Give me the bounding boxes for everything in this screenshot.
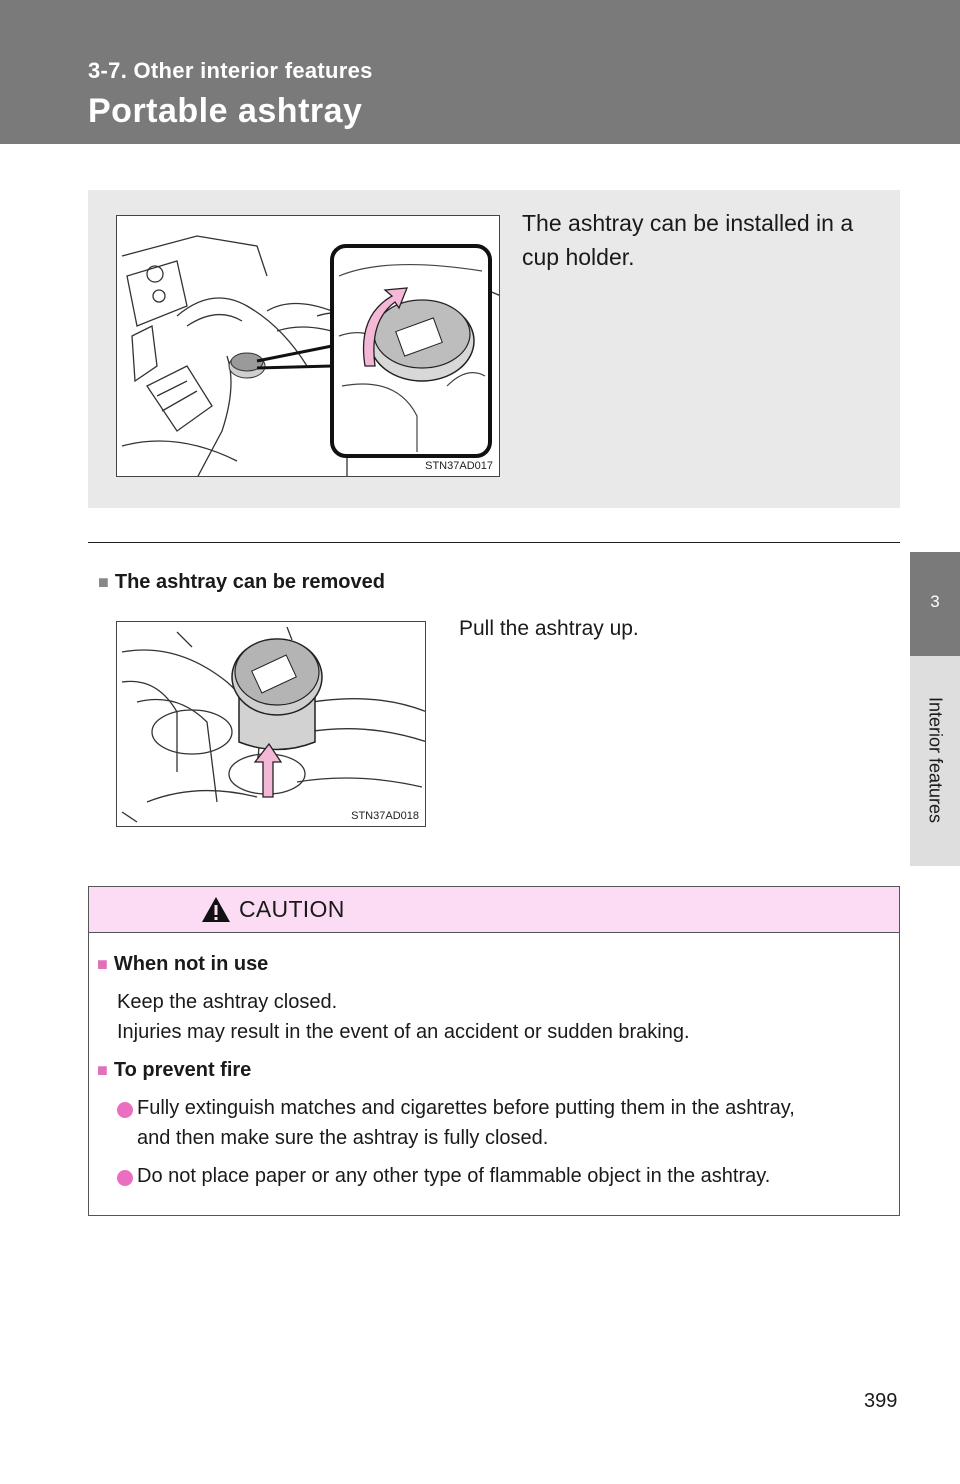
- divider: [88, 542, 900, 543]
- page-title: Portable ashtray: [88, 92, 363, 130]
- removal-instruction: Pull the ashtray up.: [459, 617, 639, 640]
- caution-bullet-line: Do not place paper or any other type of flammable object in the ashtray.: [137, 1165, 771, 1187]
- caution-header: [89, 887, 899, 933]
- figure-code: STN37AD017: [425, 460, 493, 472]
- square-bullet-icon: ■: [98, 572, 109, 592]
- chapter-number: 3: [930, 592, 940, 611]
- square-bullet-icon: ■: [97, 954, 108, 974]
- chapter-tab[interactable]: [910, 552, 960, 656]
- bullet-dot-icon: [117, 1102, 133, 1118]
- page-number: 399: [864, 1390, 898, 1412]
- page-header: [0, 0, 960, 144]
- caution-bullet-line: and then make sure the ashtray is fully closed.: [137, 1127, 549, 1149]
- caution-item-heading: [97, 1055, 251, 1085]
- figure-code: STN37AD018: [351, 810, 419, 822]
- caution-bullet-line: Fully extinguish matches and cigarettes before putting them in the ashtray,: [137, 1097, 795, 1119]
- bullet-dot-icon: [117, 1170, 133, 1186]
- section-label: 3-7. Other interior features: [88, 58, 373, 83]
- removal-heading-text: The ashtray can be removed: [114, 571, 385, 593]
- caution-title: CAUTION: [239, 896, 345, 922]
- ashtray-installed-illustration: [116, 215, 500, 477]
- chapter-label: Interior features: [925, 696, 946, 824]
- caution-line: Injuries may result in the event of an accident or sudden braking.: [117, 1021, 690, 1043]
- square-bullet-icon: ■: [97, 1060, 108, 1080]
- intro-text: The ashtray can be installed in a cup holder.: [522, 210, 854, 270]
- warning-icon: [201, 896, 231, 923]
- removal-heading: [98, 571, 385, 594]
- caution-line: Keep the ashtray closed.: [117, 991, 338, 1013]
- removal-drawing: [117, 622, 426, 827]
- ashtray-removal-illustration: [116, 621, 426, 827]
- console-drawing: [117, 216, 500, 477]
- caution-heading-text: To prevent fire: [113, 1059, 252, 1081]
- caution-box: [88, 886, 900, 1216]
- caution-heading-text: When not in use: [113, 953, 269, 975]
- caution-item-heading: [97, 949, 268, 979]
